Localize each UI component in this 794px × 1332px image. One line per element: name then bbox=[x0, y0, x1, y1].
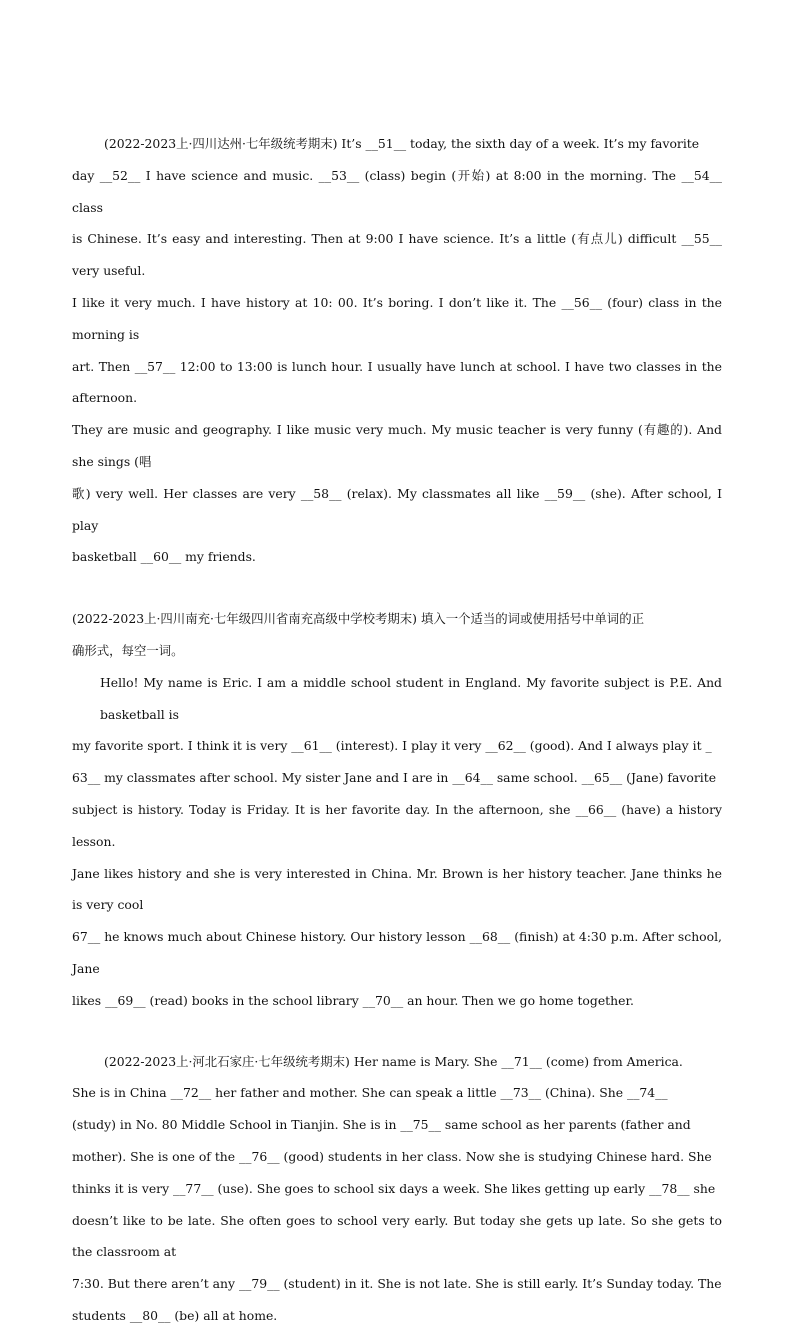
passage-line: (2022-2023上·河北石家庄·七年级统考期末) Her name is Mary. She __71__ (come) from America. bbox=[104, 1053, 683, 1069]
passage-line: Jane likes history and she is very interested in China. Mr. Brown is her history teacher. Jane thinks he is very cool bbox=[72, 865, 722, 913]
passage-line: (study) in No. 80 Middle School in Tianjin. She is in __75__ same school as her parents (father and bbox=[72, 1117, 691, 1133]
passage-line: 确形式，每空一词。 bbox=[72, 642, 184, 658]
passage-line: (2022-2023上·四川达州·七年级统考期末) It’s __51__ today, the sixth day of a week. It’s my favorite bbox=[104, 136, 700, 151]
passage-line: Hello! My name is Eric. I am a middle school student in England. My favorite subject is P.E. And basketball is bbox=[100, 674, 722, 722]
passage-line: 7:30. But there aren’t any __79__ (student) in it. She is not late. She is still early. It’s Sunday today. The bbox=[72, 1276, 722, 1292]
passage-line: 67__ he knows much about Chinese history. Our history lesson __68__ (finish) at 4:30 p.m. After school, Jane bbox=[72, 929, 722, 976]
passage-line: students __80__ (be) all at home. bbox=[72, 1307, 278, 1323]
passage-line: mother). She is one of the __76__ (good) students in her class. Now she is studying Chinese hard. She bbox=[72, 1148, 712, 1164]
passage-line: She is in China __72__ her father and mother. She can speak a little __73__ (China). She __74__ bbox=[72, 1085, 668, 1101]
passage-line: 歌) very well. Her classes are very __58__ (relax). My classmates all like __59__ (she). After school, I play bbox=[72, 485, 722, 533]
passage-2 bbox=[72, 603, 722, 1016]
passage-line: likes __69__ (read) books in the school library __70__ an hour. Then we go home together. bbox=[72, 992, 634, 1008]
passage-line: basketball __60__ my friends. bbox=[72, 549, 256, 565]
passage-line: 63__ my classmates after school. My sister Jane and I are in __64__ same school. __65__ (Jane) favorite bbox=[72, 770, 717, 786]
passage-3 bbox=[72, 1046, 722, 1332]
passage-line: (2022-2023上·四川南充·七年级四川省南充高级中学校考期末) 填入一个适当的词或使用括号中单词的正 bbox=[72, 611, 644, 627]
passage-line: is Chinese. It’s easy and interesting. Then at 9:00 I have science. It’s a little (有点儿) difficult __55__ very useful. bbox=[72, 231, 722, 279]
passage-line: I like it very much. I have history at 10: 00. It’s boring. I don’t like it. The __56__ (four) class in the morning is bbox=[72, 294, 722, 342]
passage-line: thinks it is very __77__ (use). She goes to school six days a week. She likes getting up early __78__ she bbox=[72, 1180, 716, 1196]
passage-line: day __52__ I have science and music. __53__ (class) begin (开始) at 8:00 in the morning. The __54__ class bbox=[72, 167, 722, 215]
passage-line: They are music and geography. I like music very much. My music teacher is very funny (有趣的). And she sings (唱 bbox=[72, 422, 722, 469]
passage-1 bbox=[72, 128, 722, 573]
passage-line: subject is history. Today is Friday. It is her favorite day. In the afternoon, she __66__ (have) a history lesson. bbox=[72, 801, 722, 849]
worksheet-page bbox=[72, 128, 722, 1332]
passage-line: doesn’t like to be late. She often goes to school very early. But today she gets up late. So she gets to the classroom at bbox=[72, 1212, 722, 1260]
passage-line: my favorite sport. I think it is very __61__ (interest). I play it very __62__ (good). And I always play it _ bbox=[72, 738, 712, 754]
passage-line: art. Then __57__ 12:00 to 13:00 is lunch hour. I usually have lunch at school. I have two classes in the afternoon. bbox=[72, 358, 722, 406]
